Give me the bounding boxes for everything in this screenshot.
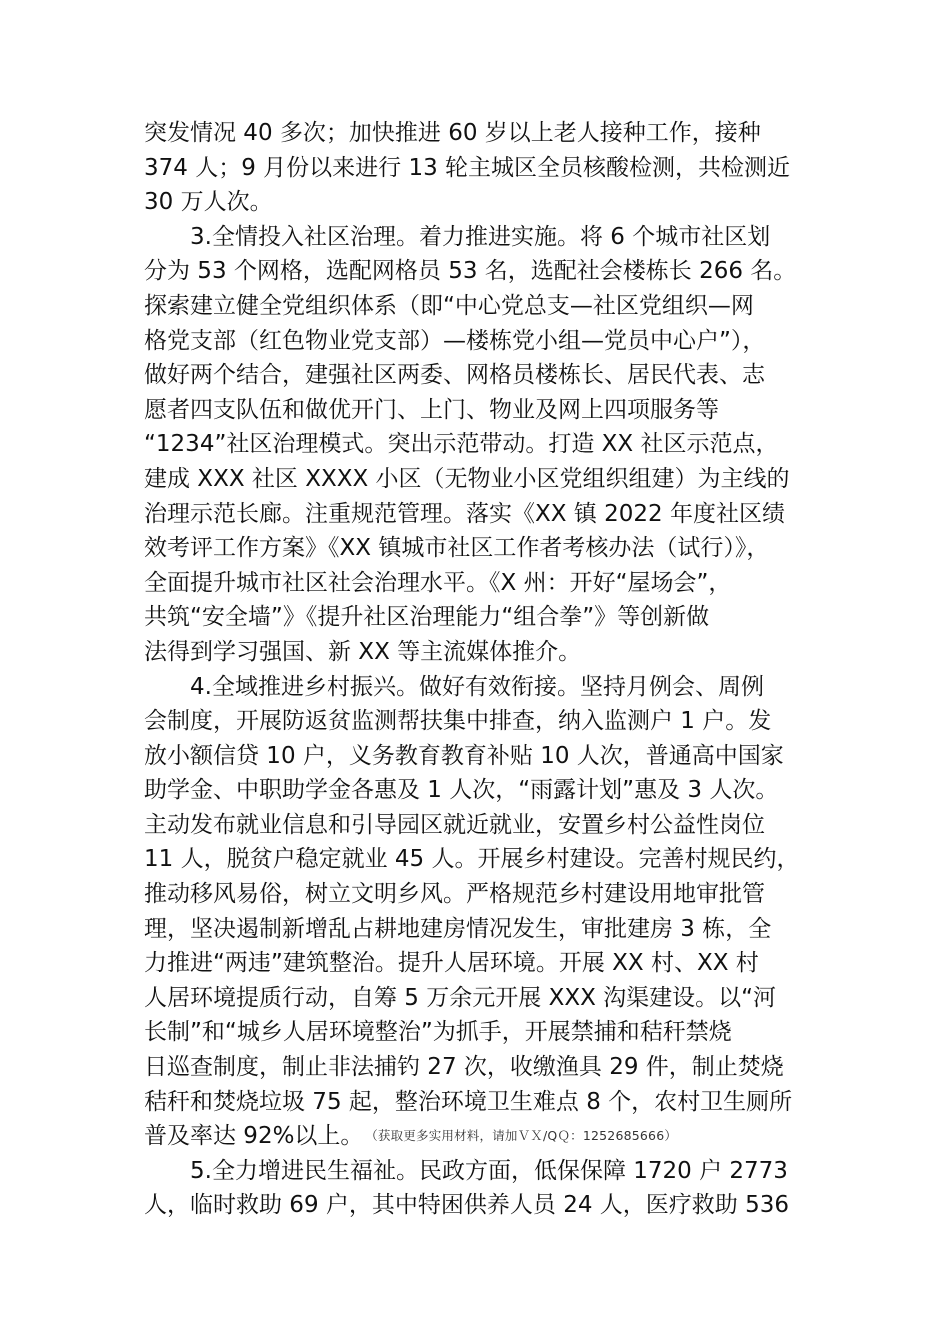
text-line: 11 人，脱贫户稳定就业 45 人。开展乡村建设。完善村规民约， [144,846,800,873]
body-text [144,116,808,1223]
text-line: 愿者四支队伍和做优开门、上门、物业及网上四项服务等 [144,396,719,423]
text-line: 治理示范长廊。注重规范管理。落实《XX 镇 2022 年度社区绩 [144,500,785,527]
text-line: 力推进“两违”建筑整治。提升人居环境。开展 XX 村、XX 村 [144,950,759,977]
text-line: 放小额信贷 10 户，义务教育教育补贴 10 人次，普通高中国家 [144,742,784,769]
text-line: 探索建立健全党组织体系（即“中心党总支—社区党组织—网 [144,292,754,319]
text-line: 全面提升城市社区社会治理水平。《X 州：开好“屋场会”， [144,569,732,596]
text-line-with-note [144,1119,808,1154]
text-line: 374 人；9 月份以来进行 13 轮主城区全员核酸检测，共检测近 [144,154,791,181]
text-line: 推动移风易俗，树立文明乡风。严格规范乡村建设用地审批管 [144,881,765,908]
text-line: 5.全力增进民生福祉。民政方面，低保保障 1720 户 2773 [144,1157,788,1184]
text-line: 理，坚决遏制新增乱占耕地建房情况发生，审批建房 3 栋，全 [144,915,772,942]
text-line: 助学金、中职助学金各惠及 1 人次，“雨露计划”惠及 3 人次。 [144,777,779,804]
text-line: 突发情况 40 多次；加快推进 60 岁以上老人接种工作，接种 [144,120,761,146]
text-line: 会制度，开展防返贫监测帮扶集中排查，纳入监测户 1 户。发 [144,708,772,735]
text-line: 分为 53 个网格，选配网格员 53 名，选配社会楼栋长 266 名。 [144,258,797,285]
text-line: 长制”和“城乡人居环境整治”为抓手，开展禁捕和秸秆禁烧 [144,1019,732,1046]
text-line: 4.全域推进乡村振兴。做好有效衔接。坚持月例会、周例 [144,673,764,700]
text-line: 法得到学习强国、新 XX 等主流媒体推介。 [144,638,582,665]
text-line: 建成 XXX 社区 XXXX 小区（无物业小区党组织组建）为主线的 [144,465,790,492]
text-line: 日巡查制度，制止非法捕钓 27 次，收缴渔具 29 件，制止焚烧 [144,1054,784,1081]
text-line: 人居环境提质行动，自筹 5 万余元开展 XXX 沟渠建设。以“河 [144,984,777,1011]
contact-note: （获取更多实用材料，请加ＶＸ/QＱ：1252685666） [371,1128,678,1144]
text-line: “1234”社区治理模式。突出示范带动。打造 XX 社区示范点， [144,431,779,458]
text-line: 共筑“安全墙”》《提升社区治理能力“组合拳”》等创新做 [144,604,710,631]
text-line: 3.全情投入社区治理。着力推进实施。将 6 个城市社区划 [144,223,771,250]
text-line: 效考评工作方案》《XX 镇城市社区工作者考核办法（试行）》， [144,535,770,562]
text-line: 秸秆和焚烧垃圾 75 起，整治环境卫生难点 8 个，农村卫生厕所 [144,1088,793,1115]
text-line: 主动发布就业信息和引导园区就近就业，安置乡村公益性岗位 [144,811,765,838]
text-line: 普及率达 92%以上。 [144,1123,364,1150]
text-line: 做好两个结合，建强社区两委、网格员楼栋长、居民代表、志 [144,362,765,389]
text-line: 格党支部（红色物业党支部）—楼栋党小组—党员中心户”）， [144,327,766,354]
text-line: 30 万人次。 [144,189,273,216]
text-line: 人，临时救助 69 户，其中特困供养人员 24 人，医疗救助 536 [144,1192,789,1219]
